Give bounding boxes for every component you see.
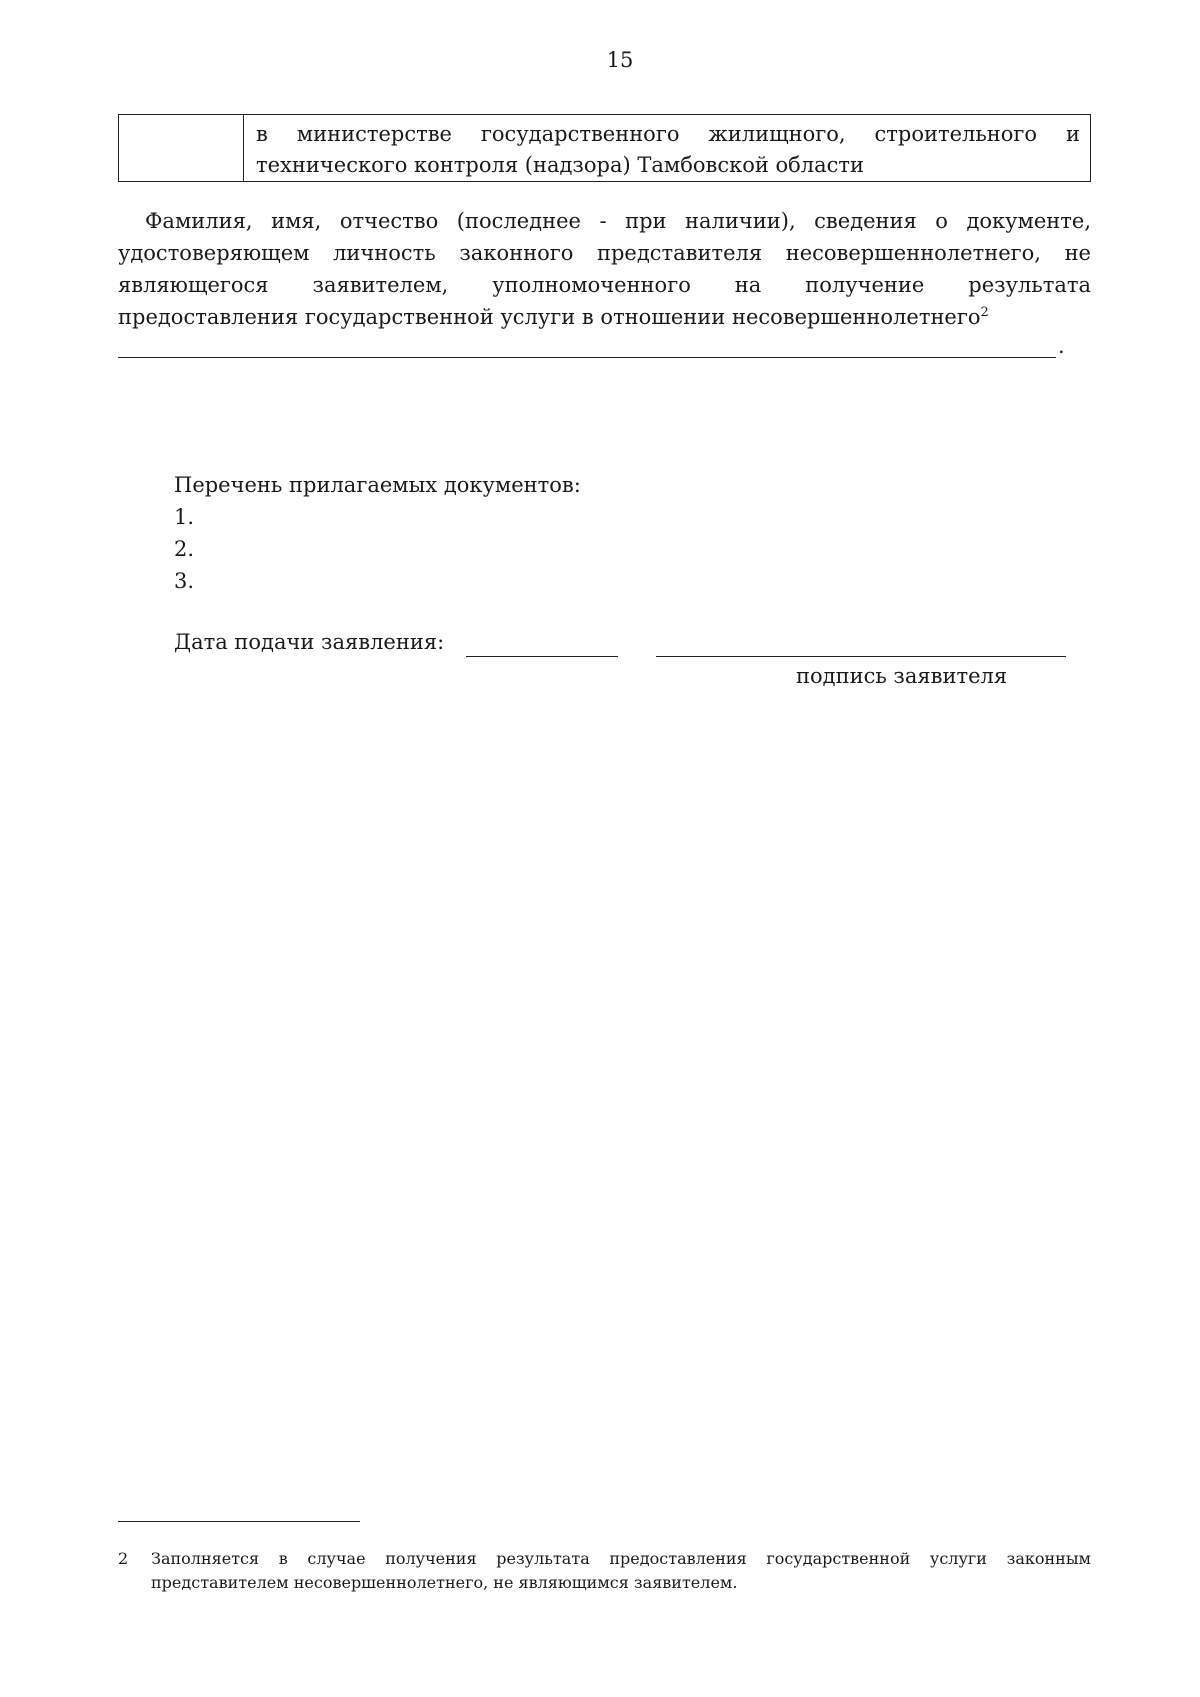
footnote — [118, 1547, 1091, 1595]
footnote-text: Заполняется в случае получения результата предоставления государственной услуги законным представителем несовершеннолетнего, не являющимся заявителем. — [151, 1549, 1091, 1592]
submission-date-field[interactable] — [466, 656, 618, 657]
authority-table-text-cell: в министерстве государственного жилищного, строительного и технического контроля (надзора) Тамбовской области — [256, 122, 1080, 177]
representative-info-fill-line[interactable] — [118, 357, 1056, 358]
submission-date-label: Дата подачи заявления: — [174, 630, 445, 654]
attached-document-item-3: 3. — [174, 569, 195, 593]
page-number: 15 — [606, 48, 634, 72]
footnote-separator — [118, 1521, 360, 1522]
attached-document-item-2: 2. — [174, 537, 195, 561]
applicant-signature-caption: подпись заявителя — [796, 664, 1008, 688]
applicant-signature-field[interactable] — [656, 656, 1066, 657]
attached-documents-heading: Перечень прилагаемых документов: — [174, 473, 581, 497]
representative-info-paragraph — [118, 205, 1091, 333]
footnote-number: 2 — [118, 1549, 129, 1568]
representative-info-text: Фамилия, имя, отчество (последнее - при наличии), сведения о документе, удостоверяющем личность законного представителя несовершеннолетнего, не являющегося заявителем, уполномоченного на получение результата предоставления государственной услуги в отношении несовершеннолетнего — [118, 209, 1091, 329]
footnote-reference: 2 — [980, 305, 989, 320]
attached-document-item-1: 1. — [174, 505, 195, 529]
authority-table-empty-cell — [119, 115, 244, 181]
authority-table — [118, 114, 1091, 182]
representative-info-end-punctuation: . — [1058, 334, 1065, 358]
attached-documents-list — [174, 469, 581, 597]
